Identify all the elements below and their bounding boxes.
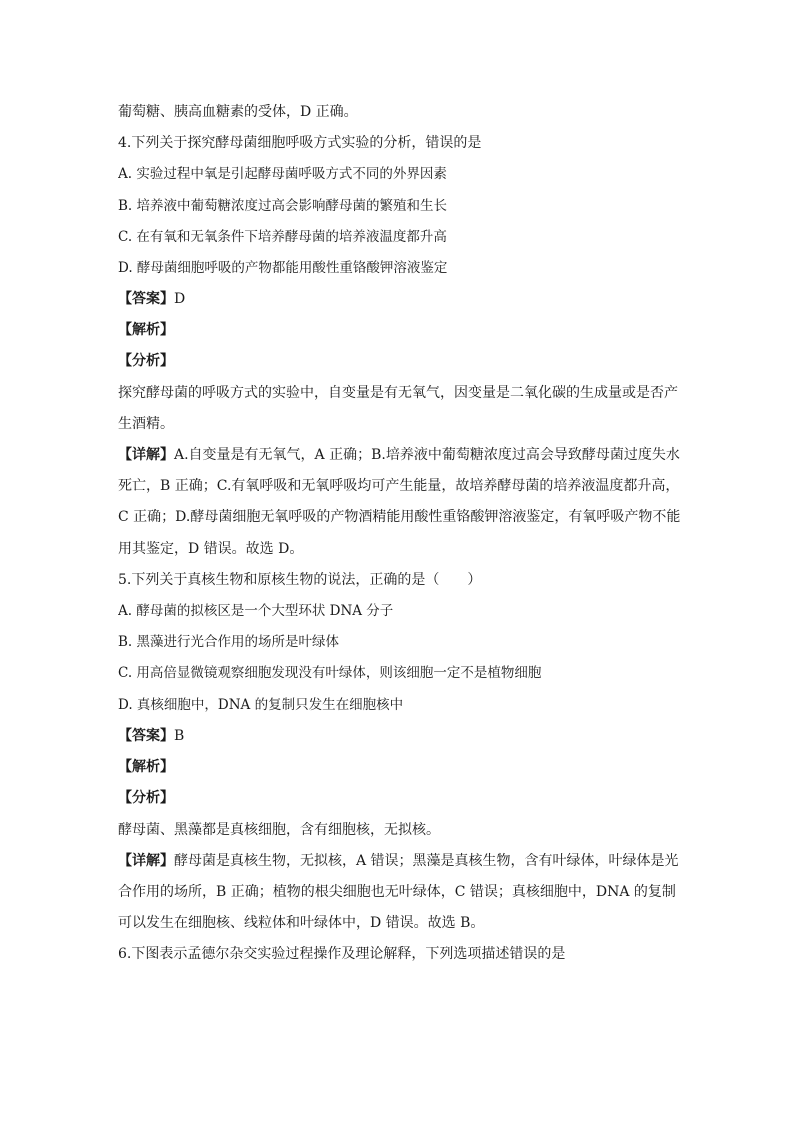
paragraph-line: 生酒精。 bbox=[118, 416, 174, 432]
question-4-option-c: C. 在有氧和无氧条件下培养酵母菌的培养液温度都升高 bbox=[118, 229, 447, 245]
paragraph-line: 死亡，B 正确；C.有氧呼吸和无氧呼吸均可产生能量，故培养酵母菌的培养液温度都升高， bbox=[118, 478, 680, 494]
paragraph-line: 酵母菌、黑藻都是真核细胞，含有细胞核，无拟核。 bbox=[118, 822, 440, 838]
analysis-tag: 【解析】 bbox=[118, 759, 174, 775]
answer-line bbox=[118, 726, 690, 746]
question-4-option-d: D. 酵母菌细胞呼吸的产物都能用酸性重铬酸钾溶液鉴定 bbox=[118, 260, 448, 276]
detail-text: A.自变量是有无氧气，A 正确；B.培养液中葡萄糖浓度过高会导致酵母菌过度失水 bbox=[174, 447, 680, 463]
detail-tag: 【详解】 bbox=[118, 447, 174, 463]
analysis-tag: 【解析】 bbox=[118, 322, 174, 338]
answer-value: D bbox=[174, 291, 186, 307]
text-line: 葡萄糖、胰高血糖素的受体，D 正确。 bbox=[118, 104, 358, 120]
answer-line bbox=[118, 289, 690, 309]
question-5-option-a: A. 酵母菌的拟核区是一个大型环状 DNA 分子 bbox=[118, 603, 394, 619]
question-5-option-d: D. 真核细胞中，DNA 的复制只发生在细胞核中 bbox=[118, 697, 404, 713]
analysis-heading bbox=[118, 320, 690, 340]
question-5-stem: 5.下列关于真核生物和原核生物的说法，正确的是（ ） bbox=[118, 572, 482, 588]
detail-line bbox=[118, 445, 690, 465]
question-5-option-c: C. 用高倍显微镜观察细胞发现没有叶绿体，则该细胞一定不是植物细胞 bbox=[118, 665, 542, 681]
analysis-heading bbox=[118, 757, 690, 777]
breakdown-heading bbox=[118, 351, 690, 371]
question-5-option-b: B. 黑藻进行光合作用的场所是叶绿体 bbox=[118, 634, 340, 650]
paragraph-line: 合作用的场所，B 正确；植物的根尖细胞也无叶绿体，C 错误；真核细胞中，DNA 的复制 bbox=[118, 884, 676, 900]
detail-line bbox=[118, 851, 690, 871]
question-4-stem: 4.下列关于探究酵母菌细胞呼吸方式实验的分析，错误的是 bbox=[118, 135, 482, 151]
paragraph-line: 探究酵母菌的呼吸方式的实验中，自变量是有无氧气，因变量是二氧化碳的生成量或是否产 bbox=[118, 385, 678, 401]
question-4-option-a: A. 实验过程中氧是引起酵母菌呼吸方式不同的外界因素 bbox=[118, 166, 447, 182]
breakdown-heading bbox=[118, 788, 690, 808]
breakdown-tag: 【分析】 bbox=[118, 353, 174, 369]
paragraph-line: C 正确；D.酵母菌细胞无氧呼吸的产物酒精能用酸性重铬酸钾溶液鉴定，有氧呼吸产物不能 bbox=[118, 509, 681, 525]
question-4-option-b: B. 培养液中葡萄糖浓度过高会影响酵母菌的繁殖和生长 bbox=[118, 198, 448, 214]
breakdown-tag: 【分析】 bbox=[118, 790, 174, 806]
question-6-stem: 6.下图表示孟德尔杂交实验过程操作及理论解释，下列选项描述错误的是 bbox=[118, 946, 566, 962]
answer-tag: 【答案】 bbox=[118, 291, 174, 307]
detail-tag: 【详解】 bbox=[118, 853, 174, 869]
detail-text: 酵母菌是真核生物，无拟核，A 错误；黑藻是真核生物，含有叶绿体，叶绿体是光 bbox=[174, 853, 679, 869]
answer-tag: 【答案】 bbox=[118, 728, 174, 744]
answer-value: B bbox=[174, 728, 185, 744]
paragraph-line: 可以发生在细胞核、线粒体和叶绿体中，D 错误。故选 B。 bbox=[118, 915, 485, 931]
paragraph-line: 用其鉴定，D 错误。故选 D。 bbox=[118, 541, 304, 557]
